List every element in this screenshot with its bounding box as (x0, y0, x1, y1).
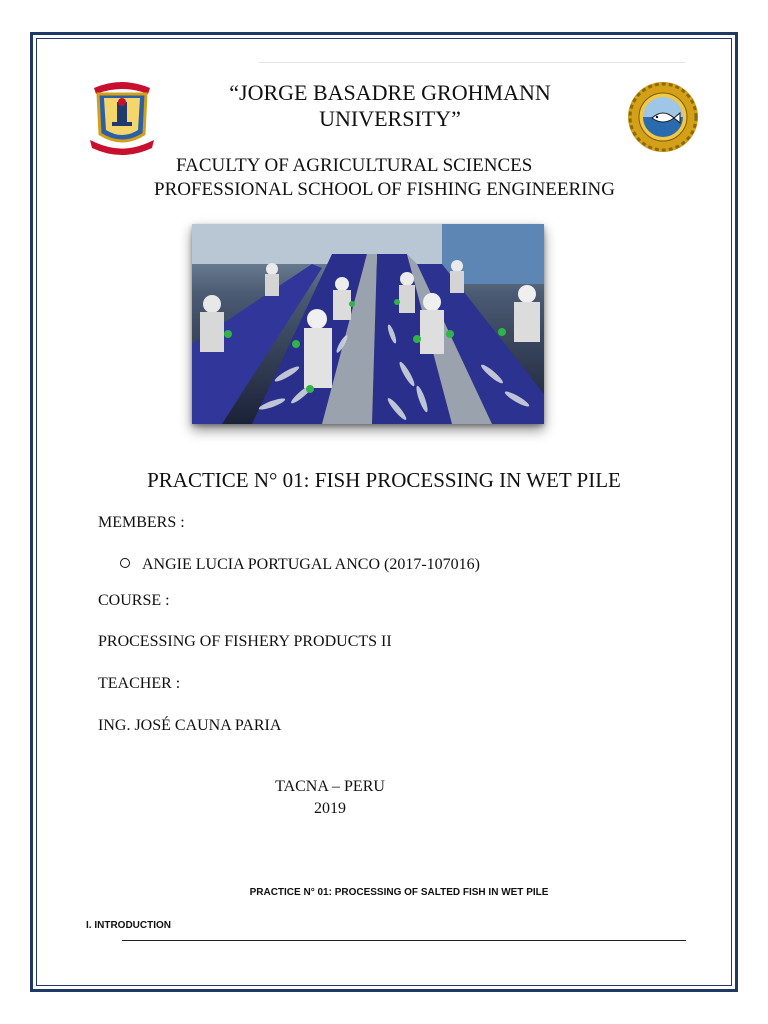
university-crest-icon (86, 78, 158, 158)
place: TACNA – PERU (275, 778, 385, 795)
members-label: MEMBERS : (98, 514, 185, 531)
practice-title: PRACTICE N° 01: FISH PROCESSING IN WET PILE (147, 468, 621, 492)
university-title: “JORGE BASADRE GROHMANN UNIVERSITY” (229, 80, 551, 131)
section-rule (122, 940, 686, 941)
fishing-engineering-seal-icon (626, 80, 700, 154)
member-name: ANGIE LUCIA PORTUGAL ANCO (2017-107016) (142, 556, 480, 573)
school-name: PROFESSIONAL SCHOOL OF FISHING ENGINEERING (154, 179, 615, 200)
teacher-label: TEACHER : (98, 675, 181, 692)
member-item (120, 556, 480, 574)
year: 2019 (314, 800, 346, 817)
section-heading: I. INTRODUCTION (86, 920, 171, 931)
course-label: COURSE : (98, 592, 170, 609)
faculty-name: FACULTY OF AGRICULTURAL SCIENCES (176, 155, 533, 176)
fish-processing-photo (192, 224, 544, 424)
page2-header: PRACTICE N° 01: PROCESSING OF SALTED FISH IN WET PILE (249, 887, 549, 898)
bullet-circle-icon (120, 558, 130, 568)
teacher-name: ING. JOSÉ CAUNA PARIA (98, 717, 282, 734)
header-rule (258, 62, 686, 63)
course-name: PROCESSING OF FISHERY PRODUCTS II (98, 633, 392, 650)
